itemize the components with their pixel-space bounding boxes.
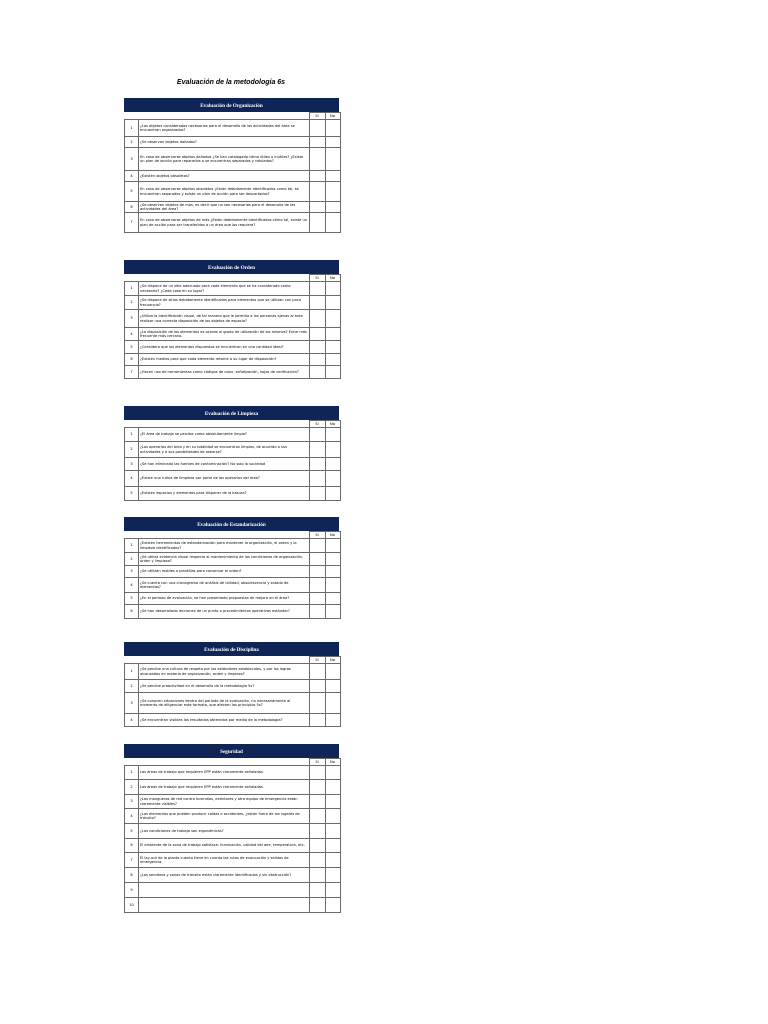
- question-text: ¿Los senderos y zonas de tránsito están claramente identificados y sin obstrucción?: [139, 868, 310, 883]
- question-text: ¿Se encuentran visibles los resultados obtenidos por medio de la metodología?: [139, 714, 310, 727]
- yes-checkbox-cell[interactable]: [309, 341, 325, 354]
- item-number: 5: [125, 593, 139, 605]
- yes-checkbox-cell[interactable]: [309, 458, 325, 471]
- yes-checkbox-cell[interactable]: [309, 664, 325, 680]
- section-header: Seguridad: [124, 744, 339, 758]
- item-number: 5: [125, 341, 139, 354]
- table-row: [125, 868, 341, 883]
- no-checkbox-cell[interactable]: [325, 839, 340, 853]
- item-number: 6: [125, 839, 139, 853]
- item-number: 4: [125, 328, 139, 341]
- yes-checkbox-cell[interactable]: [309, 366, 325, 379]
- yes-checkbox-cell[interactable]: [309, 428, 325, 442]
- no-checkbox-cell[interactable]: [325, 282, 340, 296]
- yes-no-header-row: [125, 275, 341, 282]
- question-text: ¿Se percibe proactividad en el desarrollo de la metodología 5s?: [139, 680, 310, 693]
- section-5: [124, 744, 339, 913]
- item-number: 3: [125, 795, 139, 809]
- no-checkbox-cell[interactable]: [325, 539, 340, 553]
- question-text: ¿Se cuenta con una cronograma de análisis de utilidad, obsolescencia y estado de elementos?: [139, 578, 310, 593]
- section-header: Evaluación de Disciplina: [124, 642, 339, 656]
- question-text: ¿Se observan objetos dañados?: [139, 137, 310, 148]
- no-checkbox-cell[interactable]: [325, 442, 340, 458]
- item-number: 5: [125, 824, 139, 839]
- yes-checkbox-cell[interactable]: [309, 553, 325, 566]
- table-row: [125, 839, 341, 853]
- yes-checkbox-cell[interactable]: [309, 282, 325, 296]
- question-text: ¿Utiliza la identificación visual, de tal manera que le permita a las personas ajenas al área realizar una correcta disposición de los objetos de espacio?: [139, 310, 310, 328]
- question-text: ¿Existen objetos obsoletos?: [139, 171, 310, 182]
- yes-checkbox-cell[interactable]: [309, 883, 325, 898]
- question-text: ¿Se han desarrollado lecciones de un punto o procedimientos operativos estándar?: [139, 605, 310, 619]
- no-checkbox-cell[interactable]: [325, 693, 340, 714]
- yes-checkbox-cell[interactable]: [309, 605, 325, 619]
- question-text: ¿Se utilizan moldes o plantillas para conservar el orden?: [139, 566, 310, 578]
- no-checkbox-cell[interactable]: [325, 868, 340, 883]
- question-text: En caso de observarse objetos dañados ¿Se han catalogado cómo útiles o inútiles? ¿Existe un plan de acción para repararlos o se encuentran separados y rotulados?: [139, 148, 310, 171]
- question-text: En caso de observarse objetos obsoletos ¿Están debidamente identificados como tal, se encuentran separados y existe un plan de acción para ser descartados?: [139, 182, 310, 202]
- no-checkbox-cell[interactable]: [325, 883, 340, 898]
- item-number: 3: [125, 310, 139, 328]
- table-row: [125, 714, 341, 727]
- table-row: [125, 680, 341, 693]
- no-checkbox-cell[interactable]: [325, 680, 340, 693]
- table-row: [125, 296, 341, 310]
- yes-checkbox-cell[interactable]: [309, 137, 325, 148]
- yes-checkbox-cell[interactable]: [309, 310, 325, 328]
- no-checkbox-cell[interactable]: [325, 593, 340, 605]
- yes-checkbox-cell[interactable]: [309, 824, 325, 839]
- document-title: Evaluación de la metodología 6s: [176, 79, 286, 86]
- no-checkbox-cell[interactable]: [325, 171, 340, 182]
- table-row: [125, 354, 341, 366]
- table-row: [125, 578, 341, 593]
- question-text: ¿Considera que los elementos dispuestos se encuentran en una cantidad ideal?: [139, 341, 310, 354]
- table-row: [125, 795, 341, 809]
- yes-no-header-row: [125, 113, 341, 120]
- item-number: 4: [125, 578, 139, 593]
- table-row: [125, 171, 341, 182]
- item-number: 2: [125, 780, 139, 795]
- no-checkbox-cell[interactable]: [325, 487, 340, 501]
- checklist-table: [124, 531, 341, 619]
- question-text: ¿Las mangueras de red contra incendios, extintores y otro equipo de emergencia están claramente visibles?: [139, 795, 310, 809]
- item-number: 10: [125, 898, 139, 913]
- table-row: [125, 605, 341, 619]
- yes-checkbox-cell[interactable]: [309, 202, 325, 213]
- item-number: 3: [125, 693, 139, 714]
- question-text: ¿Los elementos que pueden producir caídas o accidentes, ¿están fuera de los lugares de tránsito?: [139, 809, 310, 824]
- yes-column-label: Si: [309, 421, 325, 428]
- question-text: ¿Se dispone de sitios debidamente identificados para elementos que se utilizan con poca frecuencia?: [139, 296, 310, 310]
- question-text: Las áreas de trabajo que requieren EPP están claramente señaladas.: [139, 780, 310, 795]
- checklist-table: [124, 656, 341, 727]
- yes-checkbox-cell[interactable]: [309, 182, 325, 202]
- yes-checkbox-cell[interactable]: [309, 809, 325, 824]
- no-checkbox-cell[interactable]: [325, 120, 340, 137]
- yes-checkbox-cell[interactable]: [309, 693, 325, 714]
- no-column-label: No: [325, 113, 340, 120]
- no-column-label: No: [325, 421, 340, 428]
- table-row: [125, 202, 341, 213]
- yes-checkbox-cell[interactable]: [309, 539, 325, 553]
- no-checkbox-cell[interactable]: [325, 341, 340, 354]
- question-text: ¿Se utiliza evidencia visual respecto al mantenimiento de las condiciones de organización, orden y limpieza?: [139, 553, 310, 566]
- item-number: 5: [125, 487, 139, 501]
- item-number: 1: [125, 120, 139, 137]
- item-number: 8: [125, 868, 139, 883]
- table-row: [125, 883, 341, 898]
- question-text: ¿La disposición de los elementos es acorde al grado de utilización de los mismos? Entre más frecuente más cercano.: [139, 328, 310, 341]
- yes-column-label: Si: [309, 113, 325, 120]
- yes-checkbox-cell[interactable]: [309, 795, 325, 809]
- yes-no-header-row: [125, 759, 341, 766]
- item-number: 7: [125, 366, 139, 379]
- item-number: 3: [125, 148, 139, 171]
- question-text: El lay-out de la planta cuenta tiene en cuenta las rutas de evacuación y salidas de emergencia.: [139, 853, 310, 868]
- no-checkbox-cell[interactable]: [325, 202, 340, 213]
- section-1: [124, 260, 339, 379]
- no-checkbox-cell[interactable]: [325, 566, 340, 578]
- checklist-table: [124, 758, 341, 913]
- yes-checkbox-cell[interactable]: [309, 487, 325, 501]
- yes-checkbox-cell[interactable]: [309, 148, 325, 171]
- checklist-table: [124, 112, 341, 233]
- yes-no-header-row: [125, 657, 341, 664]
- question-text: ¿Se observan objetos de más, es decir que no son necesarios para el desarrollo de las actividades del área?: [139, 202, 310, 213]
- question-text: ¿Existen herramientas de estandarización para mantener la organización, el orden y la limpieza identificados?: [139, 539, 310, 553]
- no-checkbox-cell[interactable]: [325, 148, 340, 171]
- no-checkbox-cell[interactable]: [325, 553, 340, 566]
- table-row: [125, 471, 341, 487]
- question-text: ¿Se percibe una cultura de respeto por los estándares establecidos, y por los logros alcanzados en materia de organización, orden y limpieza?: [139, 664, 310, 680]
- no-checkbox-cell[interactable]: [325, 605, 340, 619]
- section-header: Evaluación de Organización: [124, 98, 339, 112]
- no-checkbox-cell[interactable]: [325, 182, 340, 202]
- no-column-label: No: [325, 532, 340, 539]
- item-number: 9: [125, 883, 139, 898]
- section-3: [124, 517, 339, 619]
- table-row: [125, 487, 341, 501]
- section-header: Evaluación de Limpieza: [124, 406, 339, 420]
- no-checkbox-cell[interactable]: [325, 578, 340, 593]
- item-number: 3: [125, 458, 139, 471]
- question-text: ¿Los operarios del área y en su totalidad se encuentran limpios, de acuerdo a sus actividades y a sus posibilidades de asearse?: [139, 442, 310, 458]
- item-number: 2: [125, 553, 139, 566]
- yes-checkbox-cell[interactable]: [309, 442, 325, 458]
- table-row: [125, 137, 341, 148]
- item-number: 4: [125, 714, 139, 727]
- table-row: [125, 182, 341, 202]
- table-row: [125, 809, 341, 824]
- yes-no-header-row: [125, 532, 341, 539]
- section-header: Evaluación de Estandarización: [124, 517, 339, 531]
- no-checkbox-cell[interactable]: [325, 824, 340, 839]
- yes-column-label: Si: [309, 657, 325, 664]
- item-number: 6: [125, 354, 139, 366]
- question-text: [139, 883, 310, 898]
- no-checkbox-cell[interactable]: [325, 296, 340, 310]
- table-row: [125, 593, 341, 605]
- no-checkbox-cell[interactable]: [325, 428, 340, 442]
- item-number: 2: [125, 137, 139, 148]
- checklist-table: [124, 274, 341, 379]
- item-number: 4: [125, 809, 139, 824]
- table-row: [125, 428, 341, 442]
- yes-checkbox-cell[interactable]: [309, 566, 325, 578]
- table-row: [125, 310, 341, 328]
- no-checkbox-cell[interactable]: [325, 213, 340, 233]
- question-text: Las áreas de trabajo que requieren EPP están claramente señaladas.: [139, 766, 310, 780]
- no-checkbox-cell[interactable]: [325, 137, 340, 148]
- question-text: ¿Las condiciones de trabajo son ergonómicas?: [139, 824, 310, 839]
- question-text: [139, 898, 310, 913]
- item-number: 4: [125, 471, 139, 487]
- section-header: Evaluación de Orden: [124, 260, 339, 274]
- no-checkbox-cell[interactable]: [325, 809, 340, 824]
- item-number: 3: [125, 566, 139, 578]
- question-text: ¿Existe una rutina de limpieza por parte de los operarios del área?: [139, 471, 310, 487]
- table-row: [125, 853, 341, 868]
- no-checkbox-cell[interactable]: [325, 310, 340, 328]
- item-number: 2: [125, 680, 139, 693]
- no-checkbox-cell[interactable]: [325, 354, 340, 366]
- question-text: ¿Existen medios para que cada elemento retorne a su lugar de disposición?: [139, 354, 310, 366]
- question-text: ¿En el periodo de evaluación, se han presentado propuestas de mejora en el área?: [139, 593, 310, 605]
- checklist-table: [124, 420, 341, 501]
- item-number: 1: [125, 282, 139, 296]
- yes-checkbox-cell[interactable]: [309, 171, 325, 182]
- item-number: 6: [125, 202, 139, 213]
- yes-column-label: Si: [309, 759, 325, 766]
- table-row: [125, 328, 341, 341]
- no-checkbox-cell[interactable]: [325, 664, 340, 680]
- table-row: [125, 780, 341, 795]
- no-checkbox-cell[interactable]: [325, 366, 340, 379]
- no-checkbox-cell[interactable]: [325, 471, 340, 487]
- table-row: [125, 120, 341, 137]
- yes-checkbox-cell[interactable]: [309, 839, 325, 853]
- yes-checkbox-cell[interactable]: [309, 578, 325, 593]
- item-number: 1: [125, 539, 139, 553]
- yes-checkbox-cell[interactable]: [309, 328, 325, 341]
- question-text: ¿Existen espacios y elementos para disponer de la basura?: [139, 487, 310, 501]
- item-number: 1: [125, 428, 139, 442]
- table-row: [125, 766, 341, 780]
- table-row: [125, 824, 341, 839]
- table-row: [125, 664, 341, 680]
- no-checkbox-cell[interactable]: [325, 328, 340, 341]
- yes-checkbox-cell[interactable]: [309, 120, 325, 137]
- item-number: 5: [125, 182, 139, 202]
- no-checkbox-cell[interactable]: [325, 898, 340, 913]
- no-checkbox-cell[interactable]: [325, 766, 340, 780]
- table-row: [125, 898, 341, 913]
- section-0: [124, 98, 339, 233]
- yes-no-header-row: [125, 421, 341, 428]
- no-checkbox-cell[interactable]: [325, 795, 340, 809]
- item-number: 7: [125, 853, 139, 868]
- item-number: 2: [125, 442, 139, 458]
- table-row: [125, 282, 341, 296]
- yes-checkbox-cell[interactable]: [309, 213, 325, 233]
- no-checkbox-cell[interactable]: [325, 458, 340, 471]
- question-text: ¿Se han eliminado las fuentes de contaminación? No solo la suciedad: [139, 458, 310, 471]
- question-text: ¿Hacen uso de herramientas como códigos de color, señalización, hojas de verificación?: [139, 366, 310, 379]
- yes-checkbox-cell[interactable]: [309, 471, 325, 487]
- item-number: 2: [125, 296, 139, 310]
- table-row: [125, 442, 341, 458]
- yes-checkbox-cell[interactable]: [309, 898, 325, 913]
- item-number: 1: [125, 664, 139, 680]
- table-row: [125, 213, 341, 233]
- yes-checkbox-cell[interactable]: [309, 853, 325, 868]
- question-text: ¿Los objetos considerados necesarios para el desarrollo de las actividades del área se encuentran organizados?: [139, 120, 310, 137]
- table-row: [125, 341, 341, 354]
- item-number: 4: [125, 171, 139, 182]
- item-number: 7: [125, 213, 139, 233]
- yes-checkbox-cell[interactable]: [309, 593, 325, 605]
- no-checkbox-cell[interactable]: [325, 780, 340, 795]
- question-text: El ambiente de la zona de trabajo satisface: iluminación, calidad del aire, temperatura, etc.: [139, 839, 310, 853]
- table-row: [125, 553, 341, 566]
- yes-checkbox-cell[interactable]: [309, 714, 325, 727]
- table-row: [125, 366, 341, 379]
- item-number: 1: [125, 766, 139, 780]
- section-2: [124, 406, 339, 501]
- yes-column-label: Si: [309, 275, 325, 282]
- no-checkbox-cell[interactable]: [325, 714, 340, 727]
- question-text: ¿El área de trabajo se percibe como absolutamente limpia?: [139, 428, 310, 442]
- no-column-label: No: [325, 275, 340, 282]
- no-checkbox-cell[interactable]: [325, 853, 340, 868]
- item-number: 6: [125, 605, 139, 619]
- table-row: [125, 566, 341, 578]
- question-text: ¿Se conocen situaciones dentro del periodo de la evaluación, no necesariamente al momento de diligenciar este formato, que afecten los principios 5s?: [139, 693, 310, 714]
- no-column-label: No: [325, 657, 340, 664]
- yes-checkbox-cell[interactable]: [309, 296, 325, 310]
- yes-checkbox-cell[interactable]: [309, 354, 325, 366]
- yes-checkbox-cell[interactable]: [309, 868, 325, 883]
- question-text: En caso de observarse objetos de más ¿Están debidamente identificados cómo tal, existe un plan de acción para ser transferidos a un área que los requiera?: [139, 213, 310, 233]
- yes-checkbox-cell[interactable]: [309, 766, 325, 780]
- table-row: [125, 458, 341, 471]
- table-row: [125, 539, 341, 553]
- no-column-label: No: [325, 759, 340, 766]
- question-text: ¿Se dispone de un sitio adecuado para cada elemento que se ha considerado como necesario? ¿Cada cosa en su lugar?: [139, 282, 310, 296]
- table-row: [125, 693, 341, 714]
- yes-checkbox-cell[interactable]: [309, 680, 325, 693]
- yes-column-label: Si: [309, 532, 325, 539]
- section-4: [124, 642, 339, 727]
- table-row: [125, 148, 341, 171]
- yes-checkbox-cell[interactable]: [309, 780, 325, 795]
